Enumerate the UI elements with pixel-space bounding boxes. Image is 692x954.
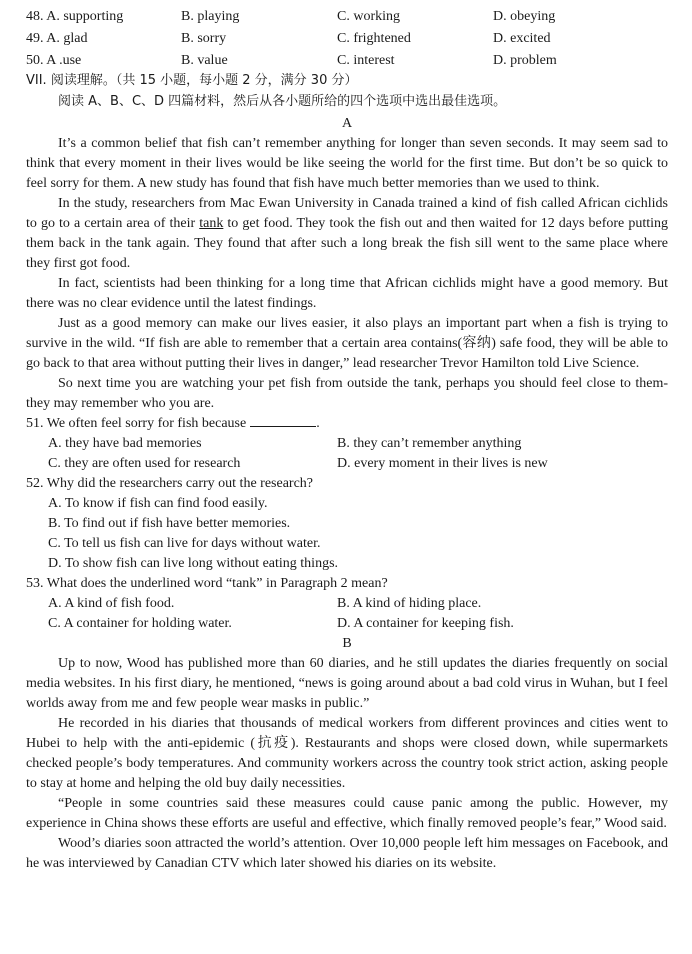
option: C. working [337,9,400,24]
section-title: VII. 阅读理解。（共 15 小题，每小题 2 分，满分 30 分） [26,73,358,88]
option: C. interest [337,53,395,68]
question-52-stem: 52. Why did the researchers carry out the research? [26,476,313,491]
passage-a-paragraph-3: In fact, scientists had been thinking for a long time that African cichlids might have a good memory. But there was no clear evidence until the latest findings. [26,276,668,311]
question-53-choices-row-1 [26,594,668,614]
passage-b-paragraph-1: Up to now, Wood has published more than 60 diaries, and he still updates the diaries frequently on social media websites. In his first diary, he mentioned, “news is going around about a bad cold virus in Wuhan, but I feel worlds away from me and few people wear masks in public.” [26,656,668,711]
option: 48. A. supporting [26,9,124,24]
choice-d: D. every moment in their lives is new [337,456,548,471]
question-51-choices-row-1 [26,434,668,454]
section-instruction: 阅读 A、B、C、D 四篇材料，然后从各小题所给的四个选项中选出最佳选项。 [58,94,507,109]
passage-b-paragraph-3: “People in some countries said these measures could cause panic among the public. However, my experience in China shows these efforts are useful and effective, which finally removed people’s fear,” Wood said. [26,796,668,831]
passage-b-paragraph-4: Wood’s diaries soon attracted the world’s attention. Over 10,000 people left him messages on Facebook, and he was interviewed by Canadian CTV which later showed his diaries on its website. [26,836,668,871]
question-48-options [26,6,668,28]
choice-a: A. they have bad memories [48,436,202,451]
choice-a: A. A kind of fish food. [48,596,175,611]
option: D. problem [493,53,557,68]
question-50-options [26,50,668,72]
question-49-options [26,28,668,50]
passage-a-paragraph-5: So next time you are watching your pet fish from outside the tank, perhaps you should feel close to them-they may remember who you are. [26,376,668,411]
underlined-word-tank: tank [199,216,224,231]
passage-b-label: B [342,636,352,651]
option: 50. A .use [26,53,82,68]
option: B. value [181,53,228,68]
passage-a-label: A [341,116,353,131]
choice-c: C. To tell us fish can live for days without water. [48,536,321,551]
passage-a-paragraph-1: It’s a common belief that fish can’t remember anything for longer than seven seconds. It may seem sad to think that every moment in their lives would be like seeing the world for the first time. But don’t be so quick to feel sorry for them. A new study has found that fish have much better memories than we used to think. [26,136,668,191]
choice-d: D. To show fish can live long without eating things. [48,556,339,571]
option: C. frightened [337,31,411,46]
choice-c: C. A container for holding water. [48,616,232,631]
question-51-stem: 51. We often feel sorry for fish because . [26,416,320,431]
option: D. obeying [493,9,556,24]
choice-a: A. To know if fish can find food easily. [48,496,268,511]
choice-b: B. they can’t remember anything [337,436,522,451]
choice-b: B. To find out if fish have better memories. [48,516,291,531]
choice-c: C. they are often used for research [48,456,241,471]
option: B. playing [181,9,240,24]
question-53-stem: 53. What does the underlined word “tank” in Paragraph 2 mean? [26,576,388,591]
choice-b: B. A kind of hiding place. [337,596,482,611]
option: D. excited [493,31,551,46]
question-51-choices-row-2 [26,454,668,474]
exam-page [26,6,668,874]
passage-b-paragraph-2: He recorded in his diaries that thousands of medical workers from different provinces and cities went to Hubei to help with the anti-epidemic (抗疫). Restaurants and shops were closed down, while supermarkets checked people’s body temperatures. And community workers across the country took strict action, asking people to stay at home and helping the old buy daily necessities. [26,716,668,791]
option: 49. A. glad [26,31,88,46]
question-53-choices-row-2 [26,614,668,634]
passage-a-paragraph-4: Just as a good memory can make our lives easier, it also plays an important part when a fish is trying to survive in the wild. “If fish are able to remember that a certain area contains(容纳) safe food, they will be able to go back to that area without putting their lives in danger,” lead researcher Trevor Hamilton told Live Science. [26,316,668,371]
passage-a-paragraph-2: In the study, researchers from Mac Ewan University in Canada trained a kind of fish called African cichlids to go to a certain area of their tank to get food. They took the fish out and then waited for 12 days before putting them back in the tank again. They found that after such a long break the fish sill went to the same place where they first got food. [26,196,668,271]
answer-blank [250,414,316,427]
choice-d: D. A container for keeping fish. [337,616,514,631]
option: B. sorry [181,31,227,46]
